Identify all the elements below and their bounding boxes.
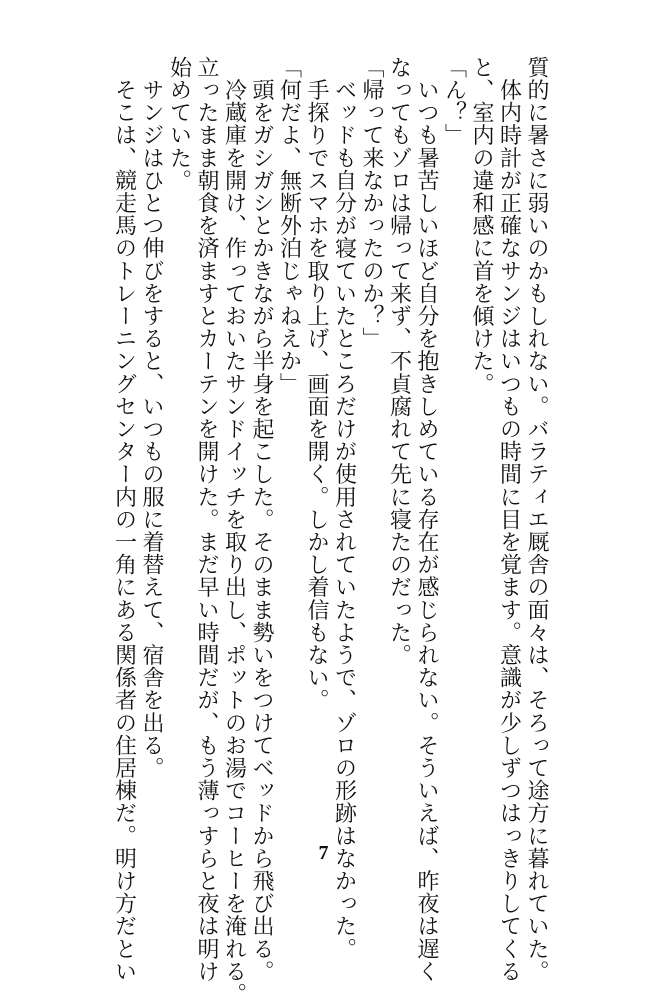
- text-line-4: 「ん？」: [441, 56, 467, 147]
- page-number: 7: [318, 842, 329, 864]
- text-line-3: と、室内の違和感に首を傾けた。: [469, 56, 494, 395]
- text-line-13: 立ったまま朝食を済ますとカーテンを開けた。まだ早い時間だが、もう薄っすらと夜は明け: [194, 56, 219, 983]
- text-line-2: 体内時計が正確なサンジはいつもの時間に目を覚ます。意識が少しずつはっきりしてくる: [496, 56, 522, 983]
- text-line-10: 「何だよ、無断外泊じゃねえか」: [276, 56, 302, 395]
- text-line-16: そこは、競走馬のトレーニングセンター内の一角にある関係者の住居棟だ。明け方だとい: [111, 56, 137, 983]
- text-line-8: ベッドも自分が寝ていたところだけが使用されていたようで、ゾロの形跡はなかった。: [331, 56, 357, 960]
- text-line-15: サンジはひとつ伸びをすると、いつもの服に着替えて、宿舎を出る。: [139, 56, 164, 780]
- text-line-11: 頭をガシガシとかきながら半身を起こした。そのまま勢いをつけてベッドから飛び出る。: [249, 56, 274, 983]
- text-line-1: 質的に暑さに弱いのかもしれない。バラティエ厩舎の面々は、そろって途方に暮れていた。: [524, 56, 549, 983]
- text-line-6: なってもゾロは帰って来ず、不貞腐れて先に寝たのだった。: [386, 56, 412, 667]
- text-line-7: 「帰って来なかったのか？」: [359, 56, 384, 350]
- text-line-5: いつも暑苦しいほど自分を抱きしめている存在が感じられない。そういえば、昨夜は遅く: [414, 56, 439, 983]
- vertical-text-block: [107, 56, 549, 1005]
- text-line-9: 手探りでスマホを取り上げ、画面を開く。しかし着信もない。: [304, 56, 329, 712]
- text-line-12: 冷蔵庫を開け、作っておいたサンドイッチを取り出し、ポットのお湯でコーヒーを淹れる。: [221, 56, 247, 1005]
- text-line-14: 始めていた。: [166, 56, 192, 192]
